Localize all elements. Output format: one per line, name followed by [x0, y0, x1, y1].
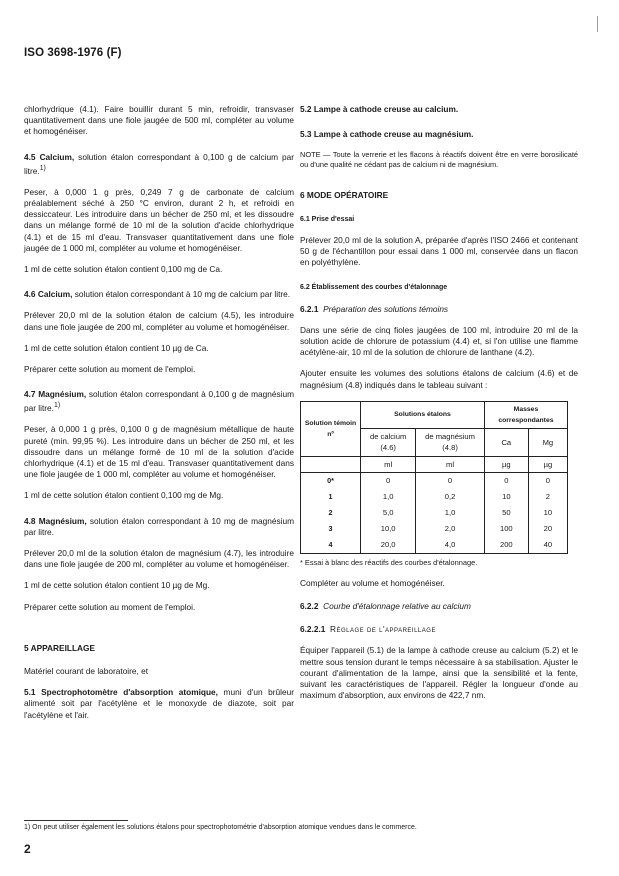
section-5-2: 5.2 Lampe à cathode creuse au calcium. — [300, 104, 459, 114]
section-4-8-number: 4.8 Magnésium, — [24, 515, 87, 526]
section-6-2-heading: 6.2 Établissement des courbes d'étalonnage — [300, 284, 448, 292]
table-cell: 1,0 — [361, 489, 416, 505]
section-4-7-body: Peser, à 0,000 1 g près, 0,100 0 g de magnésium métallique de haute pureté (min. 99,95 %). Les introduire dans un bécher de 250 ml, et les dissoudre dans un mélange formé de 10 ml de la solution d'acide chlorhydrique (4.1) et de 15 ml d'eau. Transvaser quantitativement dans une fiole jaugée de 1 000 ml, compléter au volume et homogénéiser. — [24, 424, 294, 480]
left-column — [24, 104, 294, 731]
section-4-5-heading — [24, 152, 294, 177]
table-cell: 5,0 — [361, 505, 416, 521]
section-6-2-2-1-number: 6.2.2.1 — [300, 624, 326, 635]
section-6-1-body: Prélever 20,0 ml de la solution A, préparée d'après l'ISO 2466 et contenant 50 g de l'échantillon pour essai dans 1 000 ml, conservée dans un flacon en polyéthylène. — [300, 234, 578, 268]
table-cell: 3 — [301, 521, 361, 537]
page-number: 2 — [24, 842, 31, 856]
section-6-1-heading: 6.1 Prise d'essai — [300, 215, 355, 223]
table-cell: 4 — [301, 537, 361, 554]
section-6-2-2-number: 6.2.2 — [300, 601, 319, 612]
section-4-6-number: 4.6 Calcium, — [24, 289, 73, 300]
section-6-2-1-number: 6.2.1 — [300, 303, 319, 314]
section-6-2-1-body: Dans une série de cinq fioles jaugées de 100 ml, introduire 20 ml de la solution acide de chlorure de potassium (4.4) et, si l'on utilise une flamme acétylène-air, 10 ml de la solution de chlorure de lanthane (4.2). — [300, 324, 578, 358]
complete-paragraph: Compléter au volume et homogénéiser. — [300, 577, 445, 588]
table-cell: 0 — [484, 472, 528, 489]
table-subheader: Ca — [484, 429, 528, 456]
table-unit: µg — [528, 456, 567, 472]
document-header: ISO 3698-1976 (F) — [24, 47, 122, 59]
standards-table — [300, 401, 568, 554]
table-note: * Essai à blanc des réactifs des courbes d'étalonnage. — [300, 557, 478, 567]
section-4-6-body: Prélever 20,0 ml de la solution étalon de calcium (4.5), les introduire dans une fiole jaugée de 200 ml, compléter au volume et homogénéiser. — [24, 310, 294, 332]
section-4-7-title: solution étalon correspondant à 0,100 g de magnésium par litre. — [24, 389, 294, 414]
section-4-8-heading — [24, 516, 294, 538]
section-6-2-1-heading — [300, 304, 578, 315]
table-group-header-standards: Solutions étalons — [361, 401, 485, 428]
table-cell: 200 — [484, 537, 528, 554]
table-cell: 0,2 — [416, 489, 485, 505]
footnote: 1) On peut utiliser également les solutions étalons pour spectrophotométrie d'absorption atomique vendues dans le commerce. — [24, 824, 417, 831]
table-unit: ml — [416, 456, 485, 472]
section-4-5-number: 4.5 Calcium, — [24, 151, 75, 162]
section-4-5-body: Peser, à 0,000 1 g près, 0,249 7 g de carbonate de calcium préalablement séché à 250 °C environ, durant 2 h, et refroidi en dessiccateur. Les introduire dans un bécher de 250 ml, et les dissoudre dans un mélange formé de 10 ml de la solution d'acide chlorhydrique (4.1) et de 15 ml d'eau. Transvaser quantitativement dans une fiole jaugée de 1 000 ml, compléter au volume et homogénéiser. — [24, 186, 294, 253]
table-unit-blank — [301, 456, 361, 472]
table-cell: 40 — [528, 537, 567, 554]
table-cell: 100 — [484, 521, 528, 537]
table-cell: 2 — [301, 505, 361, 521]
section-4-6-title: solution étalon correspondant à 10 mg de calcium par litre. — [72, 289, 291, 300]
section-4-6-note: 1 ml de cette solution étalon contient 10 µg de Ca. — [24, 342, 209, 353]
section-4-8-note: 1 ml de cette solution étalon contient 10 µg de Mg. — [24, 580, 210, 591]
table-subheader: de magnésium (4.8) — [416, 429, 485, 456]
section-5-1-body: muni d'un brûleur alimenté soit par l'acétylène et le monoxyde de diazote, soit par l'acétylène et l'air. — [24, 687, 294, 720]
section-4-8-title: solution étalon correspondant à 10 mg de magnésium par litre. — [24, 515, 294, 537]
table-unit: ml — [361, 456, 416, 472]
section-5-3: 5.3 Lampe à cathode creuse au magnésium. — [300, 129, 474, 140]
section-4-7-note: 1 ml de cette solution étalon contient 0,100 mg de Mg. — [24, 490, 224, 501]
footnote-divider — [24, 820, 128, 821]
right-column — [300, 104, 578, 711]
section-4-5-title: solution étalon correspondant à 0,100 g de calcium par litre. — [24, 151, 295, 176]
section-4-6-prep: Préparer cette solution au moment de l'emploi. — [24, 364, 196, 375]
table-cell: 2 — [528, 489, 567, 505]
section-5-1-title: 5.1 Spectrophotomètre d'absorption atomique, — [24, 687, 218, 698]
section-4-7-heading — [24, 389, 294, 414]
section-4-7-number: 4.7 Magnésium, — [24, 389, 87, 400]
table-cell: 0 — [361, 472, 416, 489]
section-4-6-heading — [24, 289, 294, 300]
section-6-2-2-1-heading — [300, 624, 578, 635]
margin-mark — [597, 16, 598, 32]
section-5-body: Matériel courant de laboratoire, et — [24, 666, 149, 677]
section-6-2-2-heading — [300, 601, 578, 612]
table-cell: 1 — [301, 489, 361, 505]
section-4-5-note: 1 ml de cette solution étalon contient 0,100 mg de Ca. — [24, 264, 223, 274]
table-subheader: Mg — [528, 429, 567, 456]
section-6-2-2-title: Courbe d'étalonnage relative au calcium — [323, 601, 471, 612]
section-5-heading: 5 APPAREILLAGE — [24, 642, 95, 653]
table-group-header-masses: Masses correspondantes — [484, 401, 567, 428]
section-6-2-2-1-body: Équiper l'appareil (5.1) de la lampe à cathode creuse au calcium (5.2) et le mettre sous tension durant le temps nécessaire à sa stabilisation. Ajuster le courant d'alimentation de la lampe, ainsi que la sensibilité et la fente, suivant les caractéristiques de l'appareil. Régler la longueur d'onde au maximum d'absorption, aux environs de 422,7 nm. — [300, 645, 578, 701]
table-col-header: Solution témoin nº — [301, 401, 361, 456]
table-cell: 20 — [528, 521, 567, 537]
section-6-heading: 6 MODE OPÉRATOIRE — [300, 190, 389, 201]
table-cell: 0 — [528, 472, 567, 489]
table-cell: 10 — [528, 505, 567, 521]
section-4-8-prep: Préparer cette solution au moment de l'emploi. — [24, 601, 196, 612]
footnote-ref: 1) — [39, 164, 46, 172]
section-4-8-body: Prélever 20,0 ml de la solution étalon de magnésium (4.7), les introduire dans une fiole jaugée de 200 ml, compléter au volume et homogénéiser. — [24, 548, 294, 570]
table-cell: 10,0 — [361, 521, 416, 537]
table-subheader: de calcium (4.6) — [361, 429, 416, 456]
table-cell: 2,0 — [416, 521, 485, 537]
section-6-2-1-body2: Ajouter ensuite les volumes des solutions étalons de calcium (4.6) et de magnésium (4.8) indiqués dans le tableau suivant : — [300, 368, 578, 390]
table-cell: 20,0 — [361, 537, 416, 554]
table-cell: 0* — [301, 472, 361, 489]
table-unit: µg — [484, 456, 528, 472]
table-cell: 4,0 — [416, 537, 485, 554]
section-6-2-1-title: Préparation des solutions témoins — [323, 303, 449, 314]
table-cell: 10 — [484, 489, 528, 505]
footnote-ref: 1) — [53, 402, 61, 410]
table-cell: 1,0 — [416, 505, 485, 521]
section-6-2-2-1-title: Réglage de l'appareillage — [330, 624, 436, 635]
section-5-1-paragraph — [24, 687, 294, 721]
table-cell: 50 — [484, 505, 528, 521]
table-cell: 0 — [416, 472, 485, 489]
note-paragraph: NOTE — Toute la verrerie et les flacons à réactifs doivent être en verre borosilicaté ou d'une qualité ne cédant pas de calcium ni de magnésium. — [300, 150, 578, 170]
intro-paragraph: chlorhydrique (4.1). Faire bouillir durant 5 min, refroidir, transvaser quantitativement dans une fiole jaugée de 500 ml, compléter au volume et homogénéiser. — [24, 104, 294, 137]
